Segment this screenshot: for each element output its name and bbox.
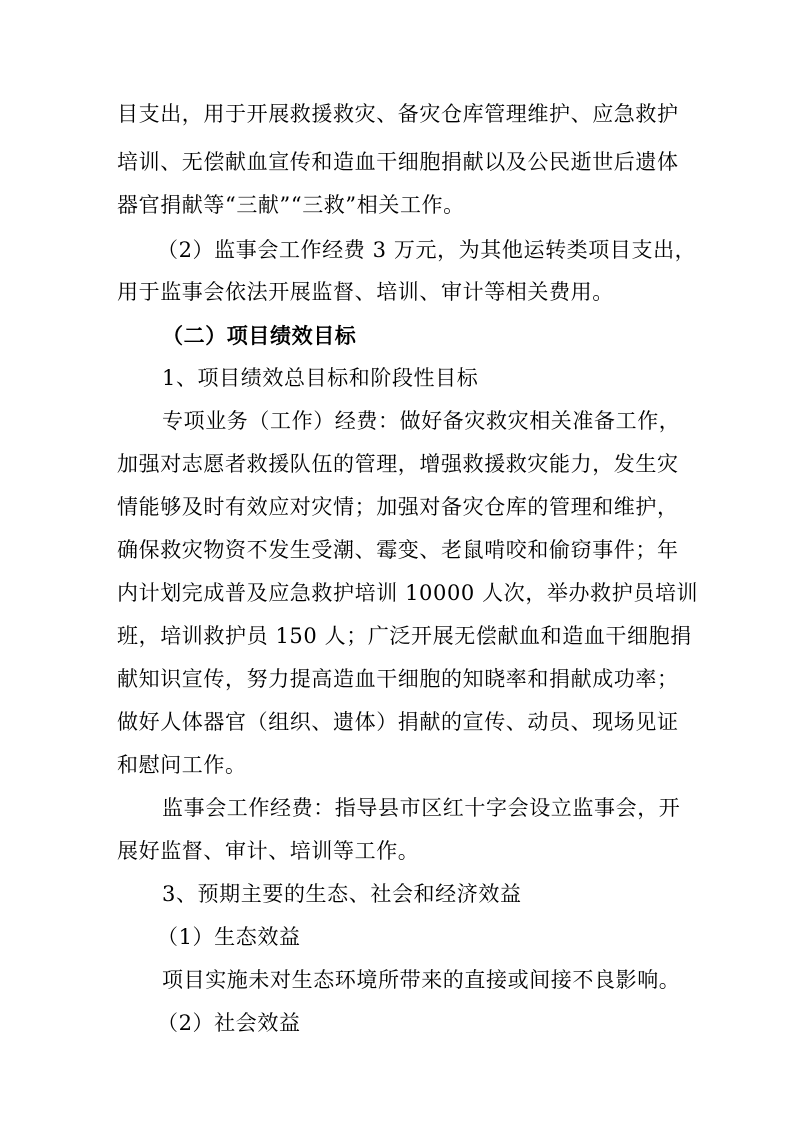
paragraph-line: 器官捐献等“三献”“三救”相关工作。 <box>117 193 465 217</box>
paragraph-line: 项目实施未对生态环境所带来的直接或间接不良影响。 <box>162 968 681 992</box>
paragraph-line: 内计划完成普及应急救护培训 10000 人次，举办救护员培训 <box>117 581 699 605</box>
subsection-heading: 1、项目绩效总目标和阶段性目标 <box>162 366 479 390</box>
section-heading: （二）项目绩效目标 <box>162 324 357 348</box>
paragraph-line: 用于监事会依法开展监督、培训、审计等相关费用。 <box>117 280 614 304</box>
paragraph-line: 确保救灾物资不发生受潮、霉变、老鼠啃咬和偷窃事件；年 <box>117 538 679 562</box>
subsection-heading: （2）社会效益 <box>157 1011 301 1035</box>
paragraph-line: 做好人体器官（组织、遗体）捐献的宣传、动员、现场见证 <box>117 710 679 734</box>
subsection-heading: 3、预期主要的生态、社会和经济效益 <box>162 882 522 906</box>
paragraph-line: 情能够及时有效应对灾情；加强对备灾仓库的管理和维护， <box>117 495 679 519</box>
paragraph-line: 目支出，用于开展救援救灾、备灾仓库管理维护、应急救护 <box>117 102 679 126</box>
subsection-heading: （1）生态效益 <box>157 925 301 949</box>
paragraph-line: 班，培训救护员 150 人；广泛开展无偿献血和造血干细胞捐 <box>117 624 692 648</box>
paragraph-line: （2）监事会工作经费 3 万元，为其他运转类项目支出， <box>157 238 697 262</box>
paragraph-line: 和慰问工作。 <box>117 753 247 777</box>
paragraph-line: 加强对志愿者救援队伍的管理，增强救援救灾能力，发生灾 <box>117 452 679 476</box>
paragraph-line: 监事会工作经费：指导县市区红十字会设立监事会，开 <box>162 796 681 820</box>
paragraph-line: 专项业务（工作）经费：做好备灾救灾相关准备工作， <box>162 409 681 433</box>
paragraph-line: 献知识宣传，努力提高造血干细胞的知晓率和捐献成功率； <box>117 667 679 691</box>
paragraph-line: 展好监督、审计、培训等工作。 <box>117 839 420 863</box>
paragraph-line: 培训、无偿献血宣传和造血干细胞捐献以及公民逝世后遗体 <box>117 150 679 174</box>
